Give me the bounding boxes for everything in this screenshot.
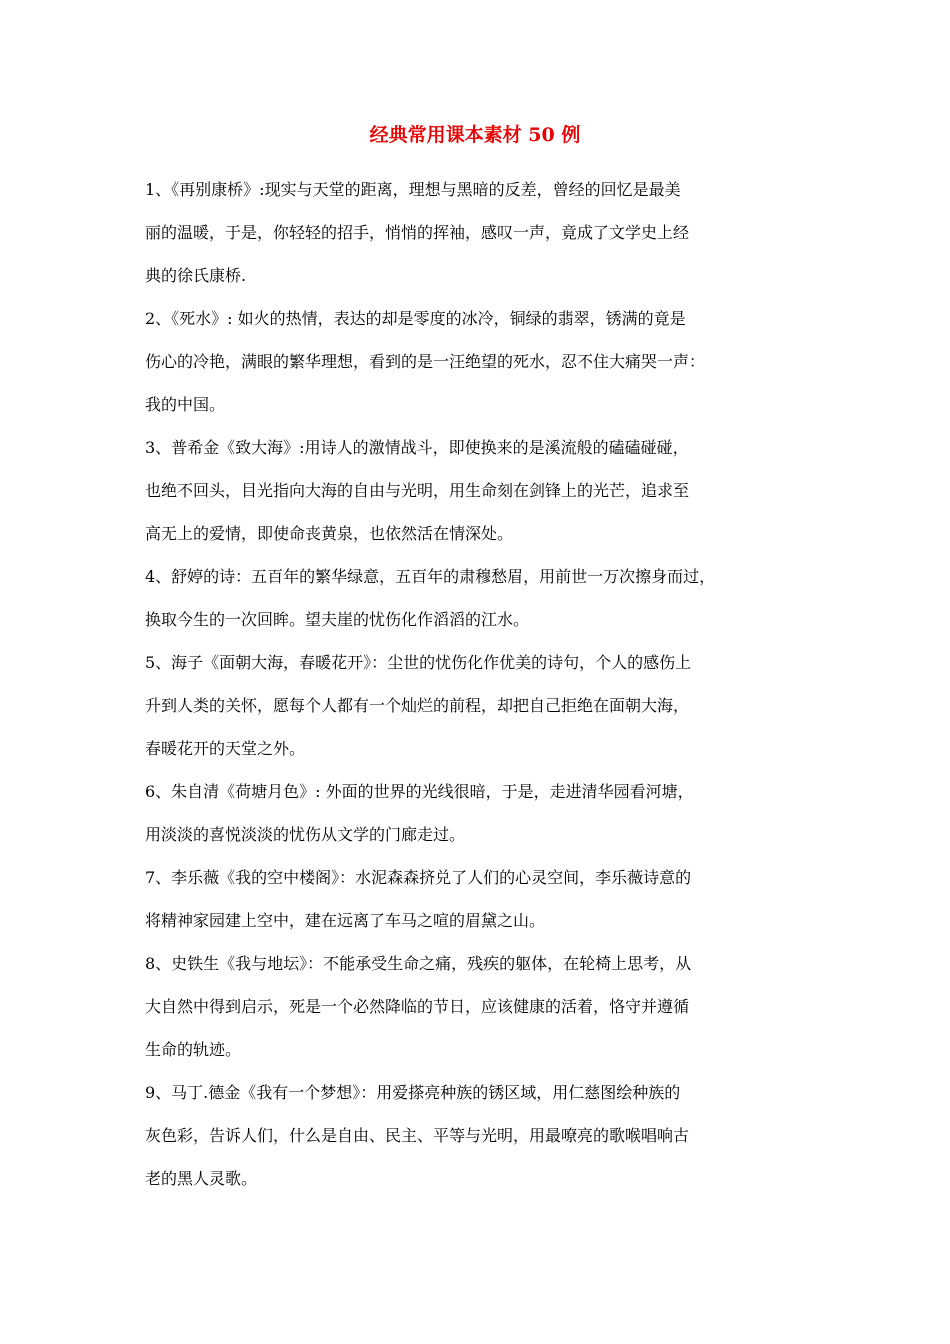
material-item-line: 丽的温暖，于是，你轻轻的招手，悄悄的挥袖，感叹一声，竟成了文学史上经 <box>145 223 690 242</box>
material-item-line: 9、马丁.德金《我有一个梦想》：用爱搽亮种族的锈区域，用仁慈图绘种族的 <box>145 1083 681 1102</box>
material-item-line: 换取今生的一次回眸。望夫崖的忧伤化作滔滔的江水。 <box>145 610 530 629</box>
material-item-line: 高无上的爱情，即使命丧黄泉，也依然活在情深处。 <box>145 524 514 543</box>
material-item-line: 也绝不回头，目光指向大海的自由与光明，用生命刻在剑锋上的光芒，追求至 <box>145 481 690 500</box>
material-item-line: 6、朱自清《荷塘月色》: 外面的世界的光线很暗，于是，走进清华园看河塘， <box>145 782 694 801</box>
material-item-8 <box>145 942 810 1071</box>
material-item-5 <box>145 641 810 770</box>
material-item-line: 4、舒婷的诗：五百年的繁华绿意，五百年的肃穆愁眉，用前世一万次擦身而过， <box>145 567 716 586</box>
material-item-line: 5、海子《面朝大海，春暖花开》：尘世的忧伤化作优美的诗句，个人的感伤上 <box>145 653 692 672</box>
material-item-line: 我的中国。 <box>145 395 226 414</box>
material-item-line: 典的徐氏康桥. <box>145 266 247 285</box>
material-item-line: 8、史铁生《我与地坛》：不能承受生命之痛，残疾的躯体，在轮椅上思考，从 <box>145 954 692 973</box>
material-item-line: 3、普希金《致大海》:用诗人的激情战斗，即使换来的是溪流般的磕磕碰碰， <box>145 438 689 457</box>
material-item-4 <box>145 555 810 641</box>
material-list <box>145 168 810 1200</box>
material-item-line: 春暖花开的天堂之外。 <box>145 739 306 758</box>
material-item-line: 升到人类的关怀，愿每个人都有一个灿烂的前程，却把自己拒绝在面朝大海， <box>145 696 690 715</box>
material-item-line: 生命的轨迹。 <box>145 1040 242 1059</box>
material-item-6 <box>145 770 810 856</box>
material-item-line: 1、《再别康桥》:现实与天堂的距离，理想与黑暗的反差，曾经的回忆是最美 <box>145 180 681 199</box>
material-item-line: 7、李乐薇《我的空中楼阁》：水泥森森挤兑了人们的心灵空间，李乐薇诗意的 <box>145 868 692 887</box>
material-item-line: 灰色彩，告诉人们，什么是自由、民主、平等与光明，用最嘹亮的歌喉唱响古 <box>145 1126 690 1145</box>
material-item-line: 大自然中得到启示，死是一个必然降临的节日，应该健康的活着，恪守并遵循 <box>145 997 690 1016</box>
material-item-line: 伤心的冷艳，满眼的繁华理想，看到的是一汪绝望的死水，忍不住大痛哭一声： <box>145 352 706 371</box>
material-item-line: 将精神家园建上空中，建在远离了车马之喧的眉黛之山。 <box>145 911 546 930</box>
material-item-7 <box>145 856 810 942</box>
material-item-9 <box>145 1071 810 1200</box>
document-title: 经典常用课本素材 50 例 <box>369 124 581 146</box>
material-item-2 <box>145 297 810 426</box>
material-item-line: 老的黑人灵歌。 <box>145 1169 258 1188</box>
material-item-line: 用淡淡的喜悦淡淡的忧伤从文学的门廊走过。 <box>145 825 466 844</box>
material-item-line: 2、《死水》: 如火的热情，表达的却是零度的冰冷，铜绿的翡翠，锈满的竟是 <box>145 309 686 328</box>
material-item-1 <box>145 168 810 297</box>
material-item-3 <box>145 426 810 555</box>
